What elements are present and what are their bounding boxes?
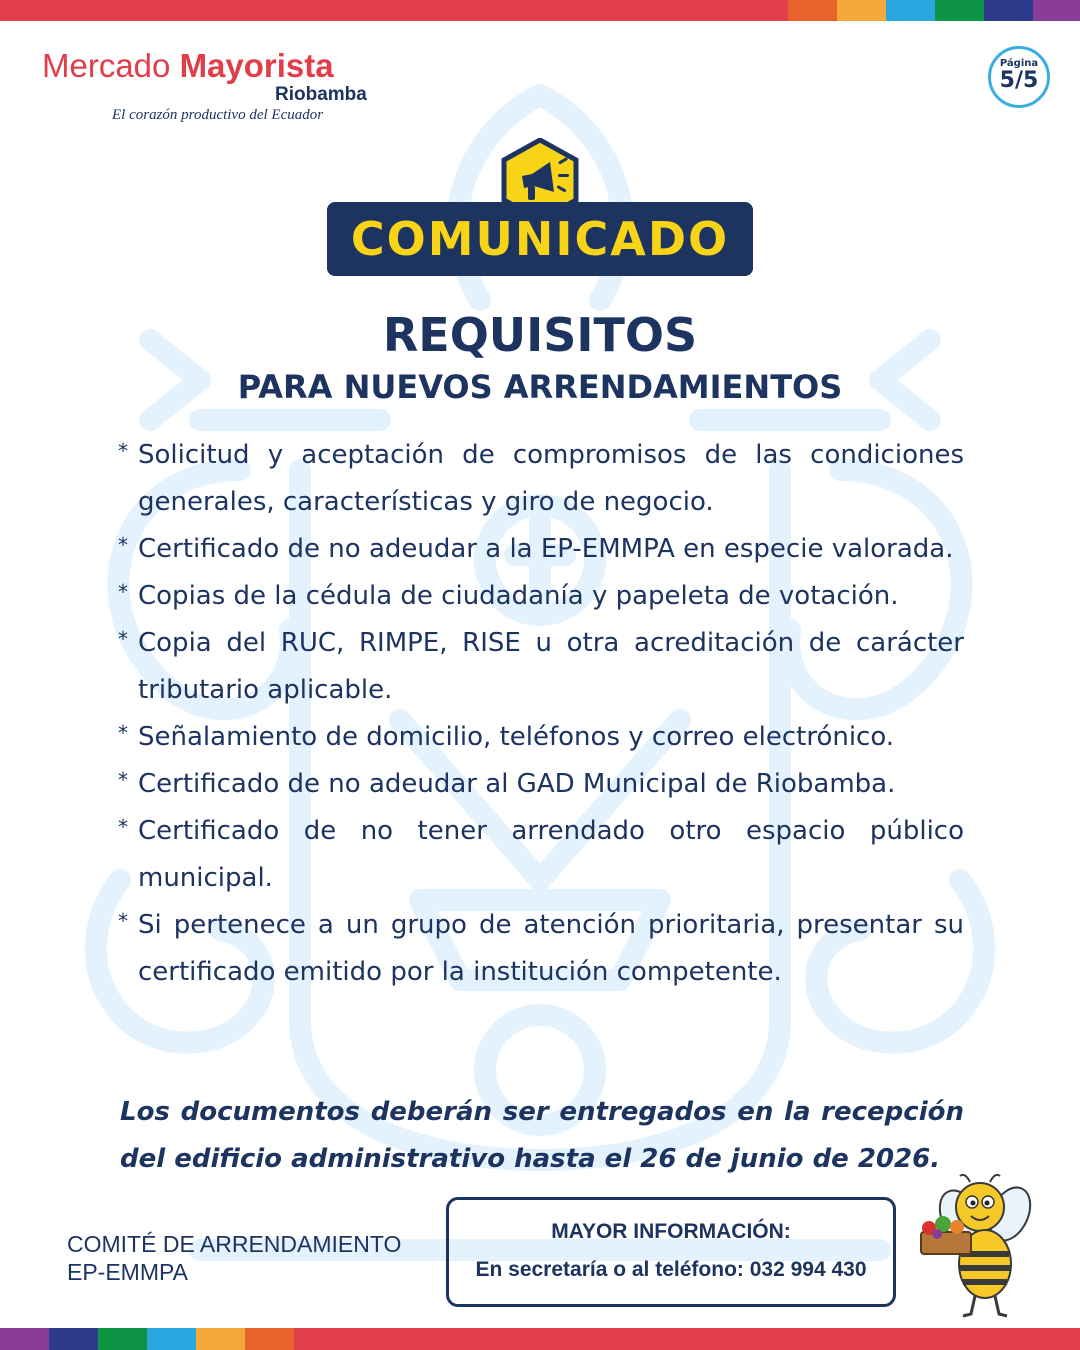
bullet-star: * — [118, 768, 128, 792]
bottom-bar-segment — [147, 1328, 196, 1350]
bullet-star: * — [118, 627, 128, 651]
top-bar-segment — [837, 0, 886, 21]
bottom-bar-segment — [196, 1328, 245, 1350]
logo-word-mayorista: Mayorista — [179, 47, 334, 84]
requirement-text: Certificado de no tener arrendado otro espacio público municipal. — [138, 816, 964, 893]
page-subtitle: PARA NUEVOS ARRENDAMIENTOS — [237, 368, 843, 406]
committee-org: EP-EMMPA — [67, 1259, 188, 1285]
bullet-star: * — [118, 533, 128, 557]
requirement-item — [118, 573, 964, 620]
requirement-item — [118, 902, 964, 996]
top-color-bar — [0, 0, 1080, 21]
bullet-star: * — [118, 439, 128, 463]
committee-name: COMITÉ DE ARRENDAMIENTO — [67, 1231, 402, 1257]
requirement-text: Copia del RUC, RIMPE, RISE u otra acreditación de carácter tributario aplicable. — [138, 628, 964, 705]
requirement-text: Solicitud y aceptación de compromisos de las condiciones generales, características y giro de negocio. — [138, 440, 964, 517]
page-number: 5/5 — [999, 68, 1039, 93]
logo-city: Riobamba — [275, 84, 367, 105]
info-title: MAYOR INFORMACIÓN: — [551, 1220, 791, 1243]
requirement-item — [118, 620, 964, 714]
contact-info-box — [446, 1197, 896, 1307]
logo — [42, 48, 402, 128]
page-label: Página — [999, 58, 1039, 69]
info-phone-text: En secretaría o al teléfono: 032 994 430 — [475, 1258, 867, 1281]
announcement-banner — [327, 202, 753, 276]
committee-signature — [67, 1230, 401, 1286]
bottom-bar-segment — [0, 1328, 49, 1350]
requirement-item — [118, 432, 964, 526]
bottom-color-bar — [0, 1328, 1080, 1350]
requirement-text: Copias de la cédula de ciudadanía y papeleta de votación. — [138, 581, 899, 611]
top-bar-segment — [935, 0, 984, 21]
top-bar-segment — [1033, 0, 1080, 21]
bottom-bar-segment — [245, 1328, 294, 1350]
banner-text: COMUNICADO — [350, 212, 730, 266]
top-bar-segment — [0, 0, 788, 21]
top-bar-segment — [984, 0, 1033, 21]
logo-slogan: El corazón productivo del Ecuador — [112, 107, 324, 123]
bullet-star: * — [118, 580, 128, 604]
requirement-item — [118, 714, 964, 761]
requirement-item — [118, 761, 964, 808]
bullet-star: * — [118, 721, 128, 745]
bullet-star: * — [118, 909, 128, 933]
requirement-text: Señalamiento de domicilio, teléfonos y correo electrónico. — [138, 722, 895, 752]
requirements-list — [118, 432, 964, 996]
requirement-text: Certificado de no adeudar al GAD Municipal de Riobamba. — [138, 769, 896, 799]
delivery-note: Los documentos deberán ser entregados en la recepción del edificio administrativo hasta el 26 de junio de 2026. — [120, 1097, 964, 1174]
bottom-bar-segment — [294, 1328, 1080, 1350]
requirement-text: Certificado de no adeudar a la EP-EMMPA en especie valorada. — [138, 534, 954, 564]
requirement-item — [118, 808, 964, 902]
requirement-text: Si pertenece a un grupo de atención prioritaria, presentar su certificado emitido por la institución competente. — [138, 910, 964, 987]
bottom-bar-segment — [98, 1328, 147, 1350]
top-bar-segment — [788, 0, 837, 21]
bottom-bar-segment — [49, 1328, 98, 1350]
page-title: REQUISITOS — [382, 308, 698, 362]
bullet-star: * — [118, 815, 128, 839]
logo-word-mercado: Mercado — [42, 47, 171, 84]
top-bar-segment — [886, 0, 935, 21]
bee-mascot-icon — [915, 1172, 1035, 1322]
page-indicator — [988, 46, 1050, 108]
requirement-item — [118, 526, 964, 573]
logo-title — [42, 48, 402, 84]
